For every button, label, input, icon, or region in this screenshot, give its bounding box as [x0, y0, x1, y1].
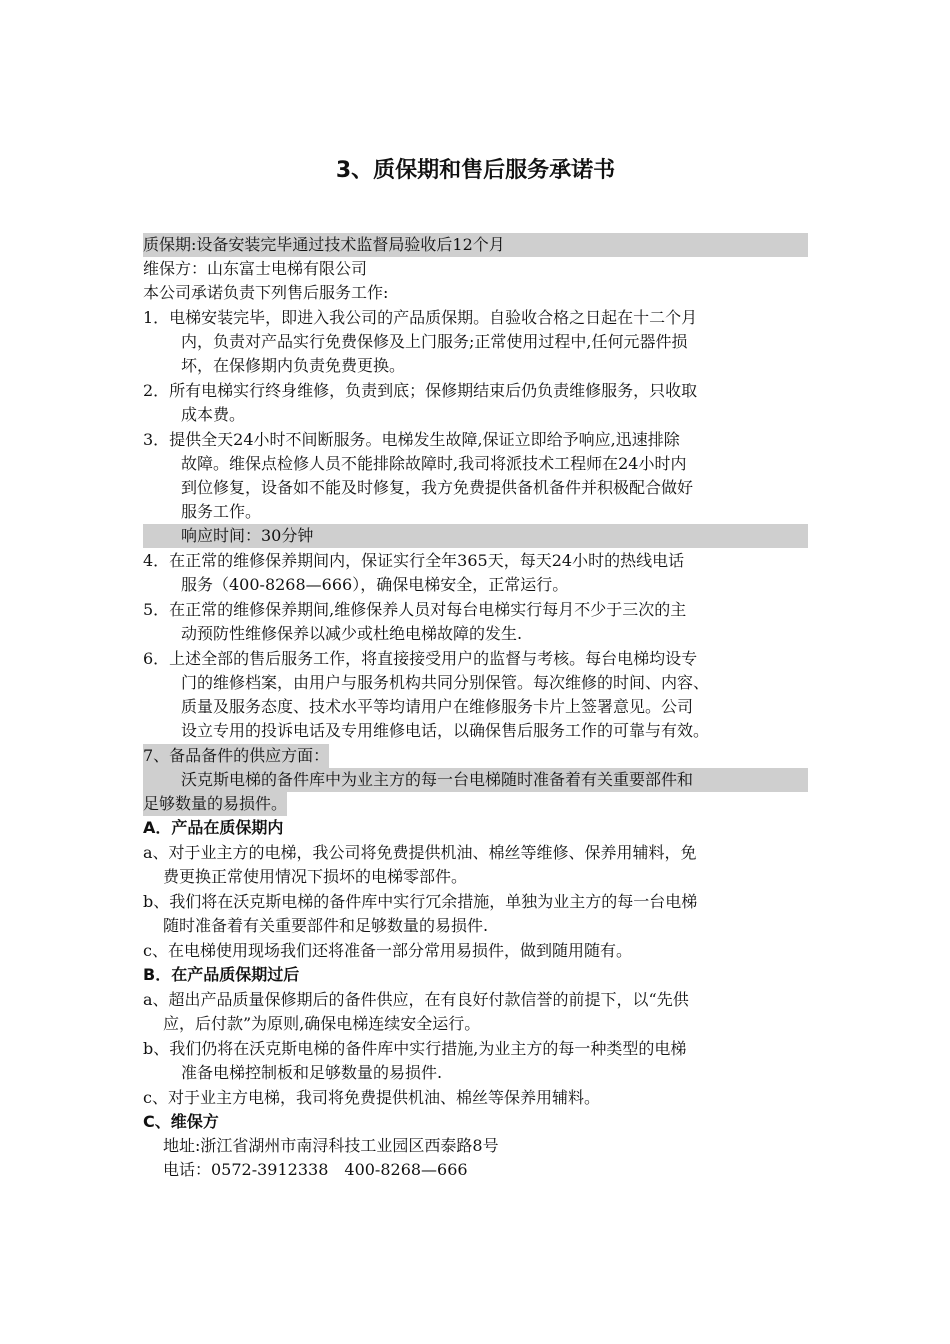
- intro-line: 本公司承诺负责下列售后服务工作:: [143, 283, 389, 302]
- item-2: [143, 379, 808, 427]
- item-line: a、超出产品质量保修期后的备件供应，在有良好付款信誉的前提下，以“先供: [143, 990, 689, 1009]
- item-line: 服务（400-8268—666），确保电梯安全，正常运行。: [181, 575, 569, 594]
- item-3: [143, 428, 808, 548]
- item-line: 动预防性维修保养以减少或杜绝电梯故障的发生.: [181, 624, 523, 643]
- spare-parts-text: 足够数量的易损件。: [143, 792, 287, 816]
- item-6: [143, 647, 808, 743]
- section-b-item-b: [143, 1037, 808, 1085]
- response-time: 响应时间：30分钟: [143, 524, 808, 548]
- item-line: c、在电梯使用现场我们还将准备一部分常用易损件，做到随用随有。: [143, 941, 632, 960]
- spare-parts-heading: 7、备品备件的供应方面：: [143, 744, 329, 768]
- item-line: 1．电梯安装完毕，即进入我公司的产品质保期。自验收合格之日起在十二个月: [143, 308, 698, 327]
- item-line: 内，负责对产品实行免费保修及上门服务;正常使用过程中,任何元器件损: [181, 332, 688, 351]
- item-line: 3．提供全天24小时不间断服务。电梯发生故障,保证立即给予响应,迅速排除: [143, 430, 680, 449]
- item-line: 应，后付款”为原则,确保电梯连续安全运行。: [163, 1014, 481, 1033]
- item-line: 6．上述全部的售后服务工作，将直接接受用户的监督与考核。每台电梯均设专: [143, 649, 698, 668]
- item-line: 服务工作。: [181, 502, 262, 521]
- item-line: c、对于业主方电梯，我司将免费提供机油、棉丝等保养用辅料。: [143, 1088, 600, 1107]
- item-line: 5．在正常的维修保养期间,维修保养人员对每台电梯实行每月不少于三次的主: [143, 600, 687, 619]
- section-c-heading: C、维保方: [143, 1112, 219, 1131]
- item-line: 设立专用的投诉电话及专用维修电话，以确保售后服务工作的可靠与有效。: [181, 721, 710, 740]
- item-line: 门的维修档案，由用户与服务机构共同分别保管。每次维修的时间、内容、: [181, 673, 710, 692]
- section-a-item-b: [143, 890, 808, 938]
- maintainer-line: 维保方：山东富士电梯有限公司: [143, 259, 368, 278]
- item-4: [143, 549, 808, 597]
- warranty-period: 质保期:设备安装完毕通过技术监督局验收后12个月: [143, 233, 808, 257]
- item-line: a、对于业主方的电梯，我公司将免费提供机油、棉丝等维修、保养用辅料，免: [143, 843, 697, 862]
- item-line: 质量及服务态度、技术水平等均请用户在维修服务卡片上签署意见。公司: [181, 697, 694, 716]
- item-line: b、我们仍将在沃克斯电梯的备件库中实行措施,为业主方的每一种类型的电梯: [143, 1039, 687, 1058]
- item-line: 到位修复，设备如不能及时修复，我方免费提供备机备件并积极配合做好: [181, 478, 694, 497]
- address-line: 地址:浙江省湖州市南浔科技工业园区西泰路8号: [163, 1136, 499, 1155]
- item-line: 成本费。: [181, 405, 246, 424]
- section-b-item-a: [143, 988, 808, 1036]
- document-body: [143, 233, 808, 1182]
- item-line: 故障。维保点检修人员不能排除故障时,我司将派技术工程师在24小时内: [181, 454, 687, 473]
- item-line: b、我们将在沃克斯电梯的备件库中实行冗余措施，单独为业主方的每一台电梯: [143, 892, 698, 911]
- item-line: 4．在正常的维修保养期间内，保证实行全年365天，每天24小时的热线电话: [143, 551, 685, 570]
- phone-line: 电话：0572-3912338 400-8268—666: [163, 1160, 468, 1179]
- spare-parts-text: 沃克斯电梯的备件库中为业主方的每一台电梯随时准备着有关重要部件和: [143, 768, 808, 792]
- item-5: [143, 598, 808, 646]
- item-line: 费更换正常使用情况下损坏的电梯零部件。: [163, 867, 468, 886]
- item-line: 坏，在保修期内负责免费更换。: [181, 356, 406, 375]
- section-b-heading: B．在产品质保期过后: [143, 965, 300, 984]
- section-a-item-c: [143, 939, 808, 963]
- section-a-item-a: [143, 841, 808, 889]
- item-line: 2．所有电梯实行终身维修，负责到底；保修期结束后仍负责维修服务，只收取: [143, 381, 698, 400]
- item-line: 准备电梯控制板和足够数量的易损件.: [181, 1063, 443, 1082]
- item-7: [143, 744, 808, 816]
- item-1: [143, 306, 808, 378]
- section-b-item-c: [143, 1086, 808, 1110]
- item-line: 随时准备着有关重要部件和足够数量的易损件.: [163, 916, 489, 935]
- section-a-heading: A．产品在质保期内: [143, 818, 284, 837]
- page-title: 3、质保期和售后服务承诺书: [335, 158, 616, 183]
